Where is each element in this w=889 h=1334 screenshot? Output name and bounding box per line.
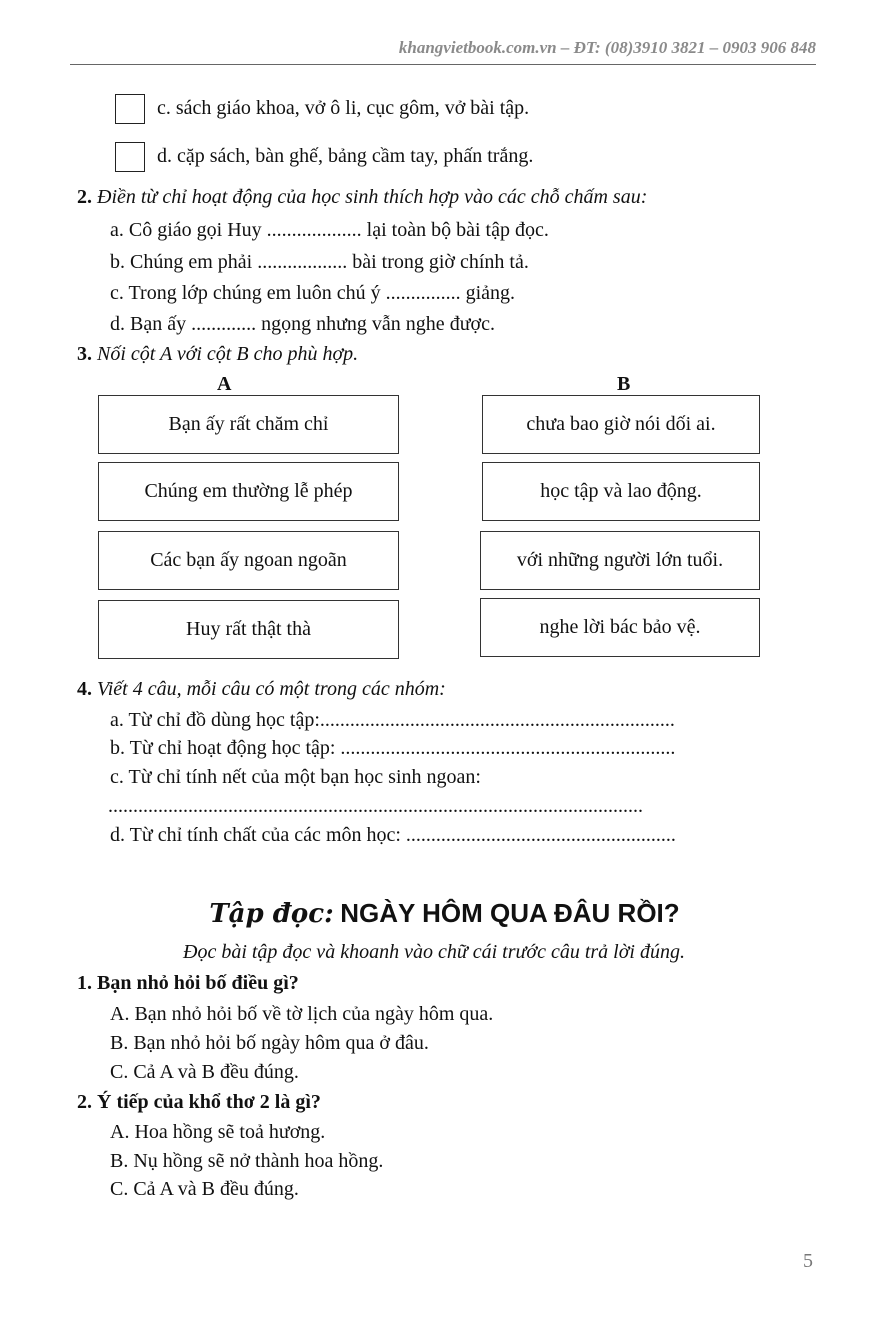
reading-title [0, 898, 889, 929]
column-a-box[interactable]: Chúng em thường lễ phép [98, 462, 399, 521]
column-b-box[interactable]: với những người lớn tuổi. [480, 531, 760, 590]
reading-q2-option-c: C. Cả A và B đều đúng. [110, 1178, 299, 1200]
question-2 [77, 186, 647, 209]
q2-item-d: d. Bạn ấy ............. ngọng nhưng vẫn nghe được. [110, 313, 495, 335]
q4-item-d: d. Từ chỉ tính chất của các môn học: ...................................................... [110, 824, 676, 846]
page-number: 5 [803, 1250, 813, 1272]
reading-q1-option-c: C. Cả A và B đều đúng. [110, 1061, 299, 1083]
reading-q1-option-b: B. Bạn nhỏ hỏi bố ngày hôm qua ở đâu. [110, 1032, 429, 1054]
question-3-number: 3. [77, 343, 92, 365]
question-4 [77, 678, 446, 701]
column-a-box[interactable]: Bạn ấy rất chăm chỉ [98, 395, 399, 454]
question-3 [77, 343, 358, 366]
checkbox-option-d[interactable] [115, 142, 145, 172]
option-c: c. sách giáo khoa, vở ô li, cục gôm, vở bài tập. [157, 97, 530, 119]
reading-q2-option-b: B. Nụ hồng sẽ nở thành hoa hồng. [110, 1150, 384, 1172]
reading-q1-option-a: A. Bạn nhỏ hỏi bố về tờ lịch của ngày hôm qua. [110, 1003, 494, 1025]
column-a-box[interactable]: Huy rất thật thà [98, 600, 399, 659]
question-4-number: 4. [77, 678, 92, 700]
q4-item-c-line: ........................................................................................................... [108, 795, 643, 817]
question-3-text: Nối cột A với cột B cho phù hợp. [97, 343, 359, 365]
column-b-box[interactable]: nghe lời bác bảo vệ. [480, 598, 760, 657]
column-a-box[interactable]: Các bạn ấy ngoan ngoãn [98, 531, 399, 590]
column-b-box[interactable]: học tập và lao động. [482, 462, 760, 521]
q4-item-c: c. Từ chỉ tính nết của một bạn học sinh ngoan: [110, 766, 481, 788]
column-b-box[interactable]: chưa bao giờ nói dối ai. [482, 395, 760, 454]
q2-item-a: a. Cô giáo gọi Huy ................... lại toàn bộ bài tập đọc. [110, 219, 549, 241]
reading-question-1: 1. Bạn nhỏ hỏi bố điều gì? [77, 972, 299, 994]
column-b-label: B [617, 373, 631, 395]
question-4-text: Viết 4 câu, mỗi câu có một trong các nhóm: [97, 678, 446, 700]
reading-label: Tập đọc: [209, 899, 334, 929]
question-2-number: 2. [77, 186, 92, 208]
q2-item-b: b. Chúng em phải .................. bài trong giờ chính tả. [110, 251, 529, 273]
reading-q2-option-a: A. Hoa hồng sẽ toả hương. [110, 1121, 326, 1143]
q4-item-a: a. Từ chỉ đồ dùng học tập:....................................................................... [110, 709, 675, 731]
question-2-text: Điền từ chỉ hoạt động của học sinh thích hợp vào các chỗ chấm sau: [97, 186, 648, 208]
checkbox-option-c[interactable] [115, 94, 145, 124]
q2-item-c: c. Trong lớp chúng em luôn chú ý ............... giảng. [110, 282, 515, 304]
column-a-label: A [217, 373, 232, 395]
page-header: khangvietbook.com.vn – ĐT: (08)3910 3821 – 0903 906 848 [70, 38, 816, 65]
option-d: d. cặp sách, bàn ghế, bảng cầm tay, phấn trắng. [157, 145, 534, 167]
q4-item-b: b. Từ chỉ hoạt động học tập: ................................................................... [110, 737, 676, 759]
reading-instruction: Đọc bài tập đọc và khoanh vào chữ cái trước câu trả lời đúng. [183, 941, 685, 963]
reading-title-text: NGÀY HÔM QUA ĐÂU RỒI? [340, 898, 680, 928]
reading-question-2: 2. Ý tiếp của khổ thơ 2 là gì? [77, 1091, 321, 1113]
